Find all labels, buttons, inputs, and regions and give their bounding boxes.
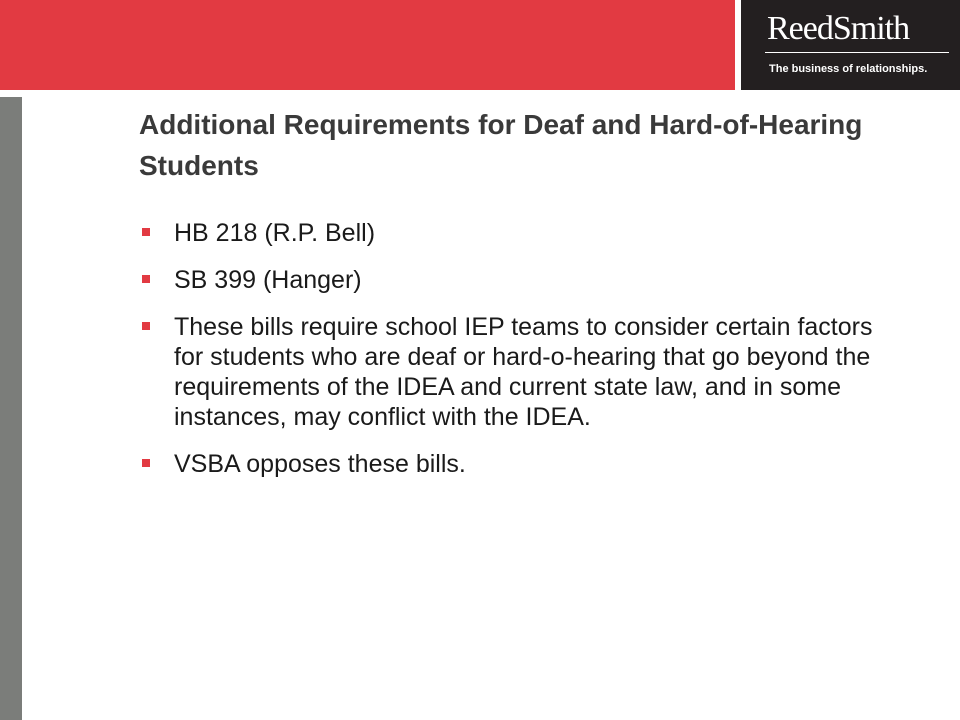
- bullet-item: [140, 312, 880, 432]
- logo-divider: [765, 52, 949, 53]
- bullet-text: SB 399 (Hanger): [174, 266, 362, 294]
- bullet-item: [140, 449, 880, 479]
- bullet-item: [140, 218, 880, 248]
- square-bullet-icon: [142, 322, 150, 330]
- logo-wordmark: ReedSmith: [767, 10, 910, 47]
- reedsmith-logo: [741, 0, 960, 90]
- square-bullet-icon: [142, 228, 150, 236]
- bullet-text: These bills require school IEP teams to consider certain factors for students who are deaf or hard-o-hearing that go beyond the requirements of the IDEA and current state law, and in some instances, may conflict with the IDEA.: [174, 313, 873, 431]
- left-accent-bar: [0, 97, 22, 720]
- square-bullet-icon: [142, 459, 150, 467]
- slide-title: Additional Requirements for Deaf and Hard-of-Hearing Students: [139, 109, 863, 181]
- square-bullet-icon: [142, 275, 150, 283]
- bullet-item: [140, 265, 880, 295]
- logo-tagline: The business of relationships.: [769, 63, 928, 75]
- top-accent-bar: [0, 0, 735, 90]
- bullet-list: [140, 218, 880, 496]
- bullet-text: VSBA opposes these bills.: [174, 450, 466, 478]
- bullet-text: HB 218 (R.P. Bell): [174, 219, 376, 247]
